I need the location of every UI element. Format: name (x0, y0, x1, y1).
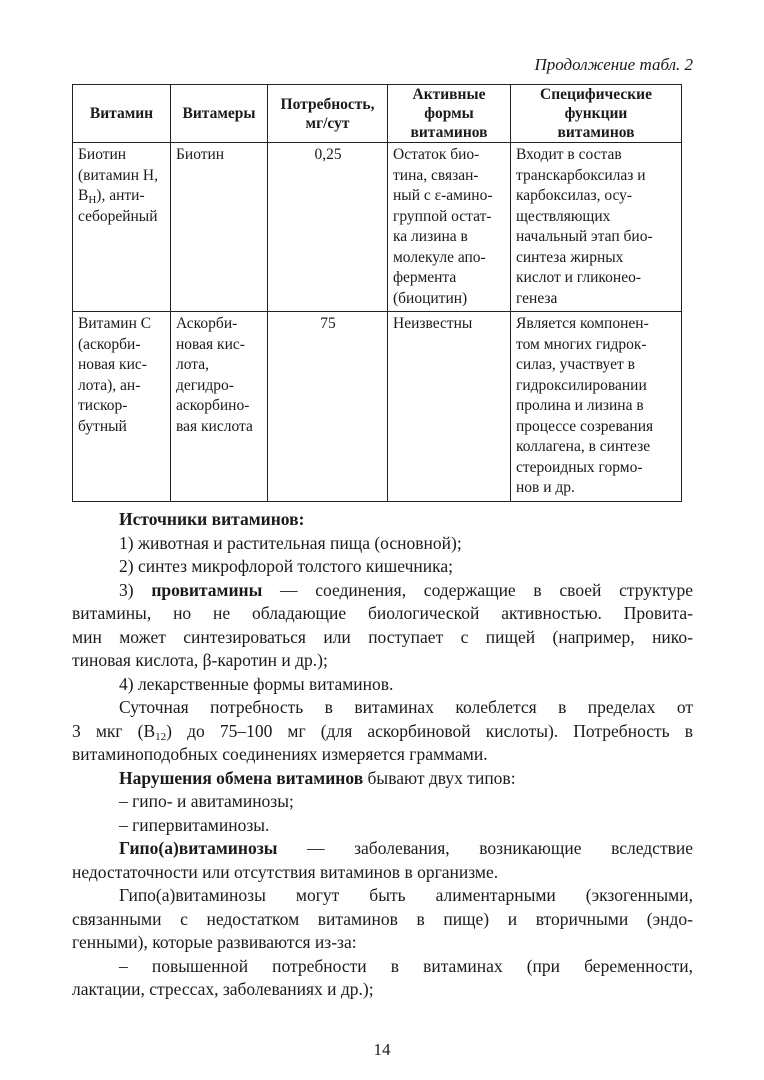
cell-functions: Входит в состав транскарбоксилаз и карбоксилаз, осу- ществляющих начальный этап био- синтеза жирных кислот и гликонео- генеза (511, 143, 682, 312)
hypovitaminosis-definition: Гипо(а)витаминозы — заболевания, возникающие вследствие недостаточности или отсутствия витаминов в организме. (72, 838, 693, 882)
disorders-paragraph: Нарушения обмена витаминов бывают двух типов: (119, 767, 516, 788)
cell-vitamers: Аскорби- новая кис- лота, дегидро- аскорбино- вая кислота (171, 312, 268, 502)
body-text (72, 508, 693, 1002)
cause-item: – повышенной потребности в витаминах (при беременности, лактации, стрессах, заболеваниях и др.); (72, 955, 693, 999)
daily-requirement-paragraph: Суточная потребность в витаминах колеблется в пределах от 3 мкг $(B_{12})$ до 75–100 мг (для аскорбиновой кислоты). Потребность в витаминоподобных соединениях измеряется граммами. (72, 697, 693, 764)
vitamins-table (72, 84, 682, 502)
disorder-item: – гипо- и авитаминозы; (119, 791, 294, 811)
table-row (73, 143, 682, 312)
cell-requirement: 0,25 (268, 143, 388, 312)
table-continuation-label: Продолжение табл. 2 (534, 55, 693, 74)
cell-vitamin: Витамин C (аскорби- новая кис- лота), ан- тискор- бутный (73, 312, 171, 502)
cell-active-forms: Остаток био- тина, связан- ный с ε-амино- группой остат- ка лизина в молекуле апо- фермента (биоцитин) (388, 143, 511, 312)
source-item: 2) синтез микрофлорой толстого кишечника; (119, 556, 453, 576)
cell-requirement: 75 (268, 312, 388, 502)
cell-active-forms: Неизвестны (388, 312, 511, 502)
source-item: 1) животная и растительная пища (основной); (119, 532, 462, 553)
sources-heading: Источники витаминов: (119, 509, 305, 529)
page-number: 14 (373, 1040, 391, 1059)
header-active-forms: Активные формы витаминов (388, 85, 511, 143)
source-item: 4) лекарственные формы витаминов. (119, 673, 394, 694)
hypovitaminosis-types: Гипо(а)витаминозы могут быть алиментарными (экзогенными, связанными с недостатком витаминов в пище) и вторичными (эндо- генными), которые развиваются из-за: (72, 885, 693, 952)
header-vitamers: Витамеры (171, 85, 268, 143)
source-item-provitamins: 3) провитамины — соединения, содержащие в своей структуре витамины, но не обладающие биологической активностью. Провита- мин может синтезироваться или поступает с пищей (например, нико- тиновая кислота, β-каротин и др.); (72, 579, 693, 670)
disorder-item: – гипервитаминозы. (119, 814, 270, 835)
table-header-row (73, 85, 682, 143)
header-vitamin: Витамин (73, 85, 171, 143)
header-functions: Специфические функции витаминов (511, 85, 682, 143)
cell-vitamin: Биотин (витамин H, $B_H$), анти- себорейный (73, 143, 171, 312)
cell-vitamers: Биотин (171, 143, 268, 312)
header-requirement: Потребность, мг/сут (268, 85, 388, 143)
table-row (73, 312, 682, 502)
cell-functions: Является компонен- том многих гидрок- силаз, участвует в гидроксилировании пролина и лизина в процессе созревания коллагена, в синтезе стероидных гормо- нов и др. (511, 312, 682, 502)
